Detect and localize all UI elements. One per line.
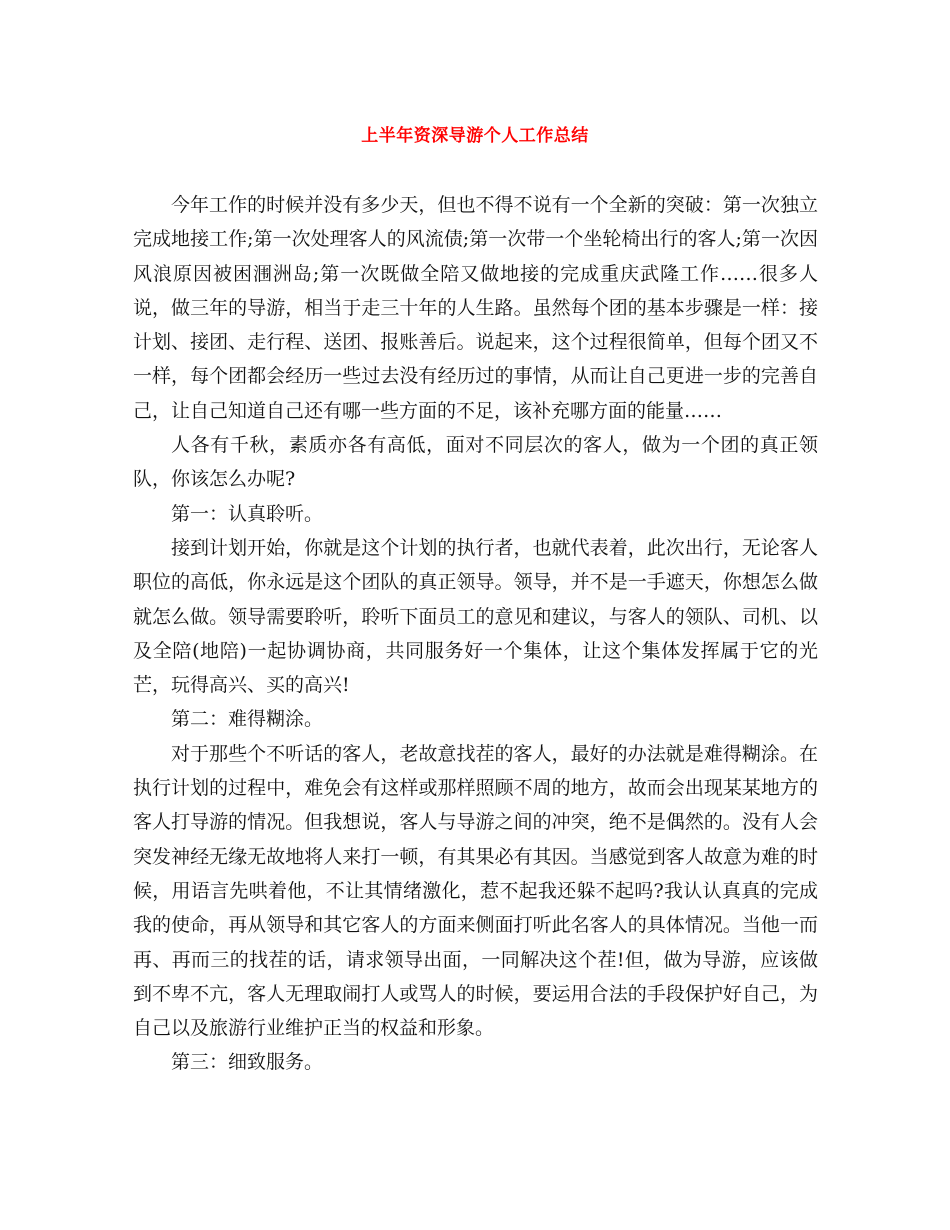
paragraph-tolerance: 对于那些个不听话的客人，老故意找茬的客人，最好的办法就是难得糊涂。在执行计划的过程中，难免会有这样或那样照顾不周的地方，故而会出现某某地方的客人打导游的情况。但我想说，客人与导游之间的冲突，绝不是偶然的。没有人会突发神经无缘无故地将人来打一顿，有其果必有其因。当感觉到客人故意为难的时候，用语言先哄着他，不让其情绪激化，惹不起我还躲不起吗?我认认真真的完成我的使命，再从领导和其它客人的方面来侧面打听此名客人的具体情况。当他一而再、再而三的找茬的话，请求领导出面，一同解决这个茬!但，做为导游，应该做到不卑不亢，客人无理取闹打人或骂人的时候，要运用合法的手段保护好自己，为自己以及旅游行业维护正当的权益和形象。: [133, 742, 818, 1040]
paragraph-intro: 今年工作的时候并没有多少天，但也不得不说有一个全新的突破：第一次独立完成地接工作;第一次处理客人的风流债;第一次带一个坐轮椅出行的客人;第一次因风浪原因被困涠洲岛;第一次既做全陪又做地接的完成重庆武隆工作……很多人说，做三年的导游，相当于走三十年的人生路。虽然每个团的基本步骤是一样：接计划、接团、走行程、送团、报账善后。说起来，这个过程很简单，但每个团又不一样，每个团都会经历一些过去没有经历过的事情，从而让自己更进一步的完善自己，让自己知道自己还有哪一些方面的不足，该补充哪方面的能量……: [133, 194, 818, 422]
document-body: [133, 188, 818, 1080]
section-heading-third: 第三：细致服务。: [171, 1051, 324, 1074]
section-heading-first: 第一：认真聆听。: [171, 502, 324, 525]
section-heading-second: 第二：难得糊涂。: [171, 708, 324, 731]
paragraph-listen: 接到计划开始，你就是这个计划的执行者，也就代表着，此次出行，无论客人职位的高低，你永远是这个团队的真正领导。领导，并不是一手遮天，你想怎么做就怎么做。领导需要聆听，聆听下面员工的意见和建议，与客人的领队、司机、以及全陪(地陪)一起协调协商，共同服务好一个集体，让这个集体发挥属于它的光芒，玩得高兴、买的高兴!: [133, 536, 818, 697]
paragraph-question: 人各有千秋，素质亦各有高低，面对不同层次的客人，做为一个团的真正领队，你该怎么办呢?: [133, 434, 818, 491]
document-title: 上半年资深导游个人工作总结: [361, 126, 589, 146]
